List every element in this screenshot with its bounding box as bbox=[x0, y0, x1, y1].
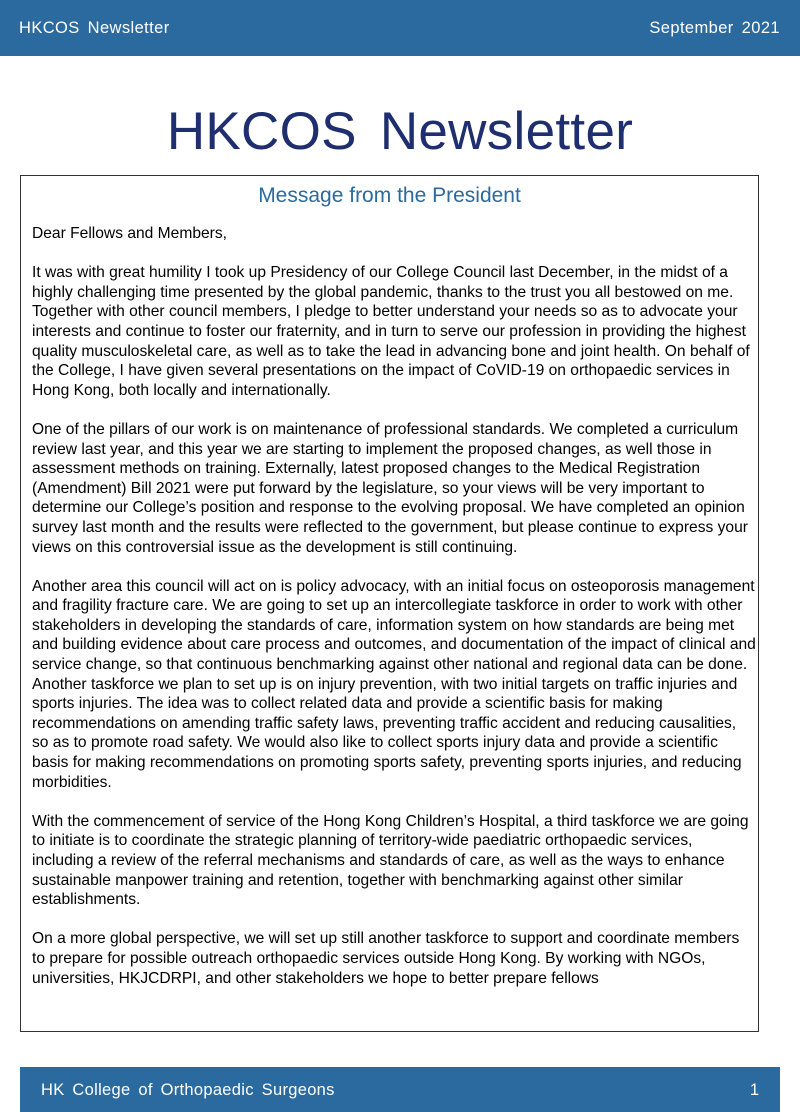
masthead-title: HKCOS Newsletter bbox=[166, 102, 634, 161]
header-issue-date: September 2021 bbox=[649, 19, 780, 37]
article-paragraph: It was with great humility I took up Presidency of our College Council last December, in the midst of a highly challenging time presented by the global pandemic, thanks to the trust you all bestowed on me. Together with other council members, I pledge to better understand your needs so as to advocate your interests and continue to foster our fraternity, and in turn to serve our profession in providing the highest quality musculoskeletal care, as well as to take the lead in advancing bone and joint health. On behalf of the College, I have given several presentations on the impact of CoVID-19 on orthopaedic services in Hong Kong, both locally and internationally. bbox=[32, 264, 750, 399]
article-paragraph: With the commencement of service of the Hong Kong Children’s Hospital, a third taskforce we are going to initiate is to coordinate the strategic planning of territory-wide paediatric orthopaedic services, including a review of the referral mechanisms and standards of care, as well as the ways to enhance sustainable manpower training and retention, together with benchmarking against other similar establishments. bbox=[32, 812, 749, 909]
article-body bbox=[32, 224, 756, 1008]
footer-bar bbox=[20, 1067, 780, 1112]
footer-page-number: 1 bbox=[749, 1081, 759, 1099]
header-bar bbox=[0, 0, 800, 56]
header-newsletter-label: HKCOS Newsletter bbox=[19, 19, 170, 37]
article-salutation: Dear Fellows and Members, bbox=[32, 225, 227, 242]
footer-organization: HK College of Orthopaedic Surgeons bbox=[41, 1081, 335, 1099]
article-paragraph: Another area this council will act on is policy advocacy, with an initial focus on osteoporosis management and fragility fracture care. We are going to set up an intercollegiate taskforce in order to work with other stakeholders in developing the standards of care, information system on how standards are being met and building evidence about care process and outcomes, and documentation of the impact of clinical and service change, so that continuous benchmarking against other national and regional data can be done. Another taskforce we plan to set up is on injury prevention, with two initial targets on traffic injuries and sports injuries. The idea was to collect related data and provide a scientific basis for making recommendations on amending traffic safety laws, preventing traffic accident and reducing causalities, so as to promote road safety. We would also like to collect sports injury data and provide a scientific basis for making recommendations on promoting sports safety, preventing sports injuries, and reducing morbidities. bbox=[32, 577, 756, 791]
article-paragraph: One of the pillars of our work is on maintenance of professional standards. We completed a curriculum review last year, and this year we are starting to implement the proposed changes, as well those in assessment methods on training. Externally, latest proposed changes to the Medical Registration (Amendment) Bill 2021 were put forward by the legislature, so your views will be very important to determine our College’s position and response to the evolving proposal. We have completed an opinion survey last month and the results were reflected to the government, but please continue to express your views on this controversial issue as the development is still continuing. bbox=[32, 420, 748, 556]
article-title: Message from the President bbox=[258, 184, 521, 207]
article-box bbox=[20, 175, 759, 1032]
article-paragraph: On a more global perspective, we will set up still another taskforce to support and coordinate members to prepare for possible outreach orthopaedic services outside Hong Kong. By working with NGOs, universities, HKJCDRPI, and other stakeholders we hope to better prepare fellows bbox=[32, 930, 740, 987]
